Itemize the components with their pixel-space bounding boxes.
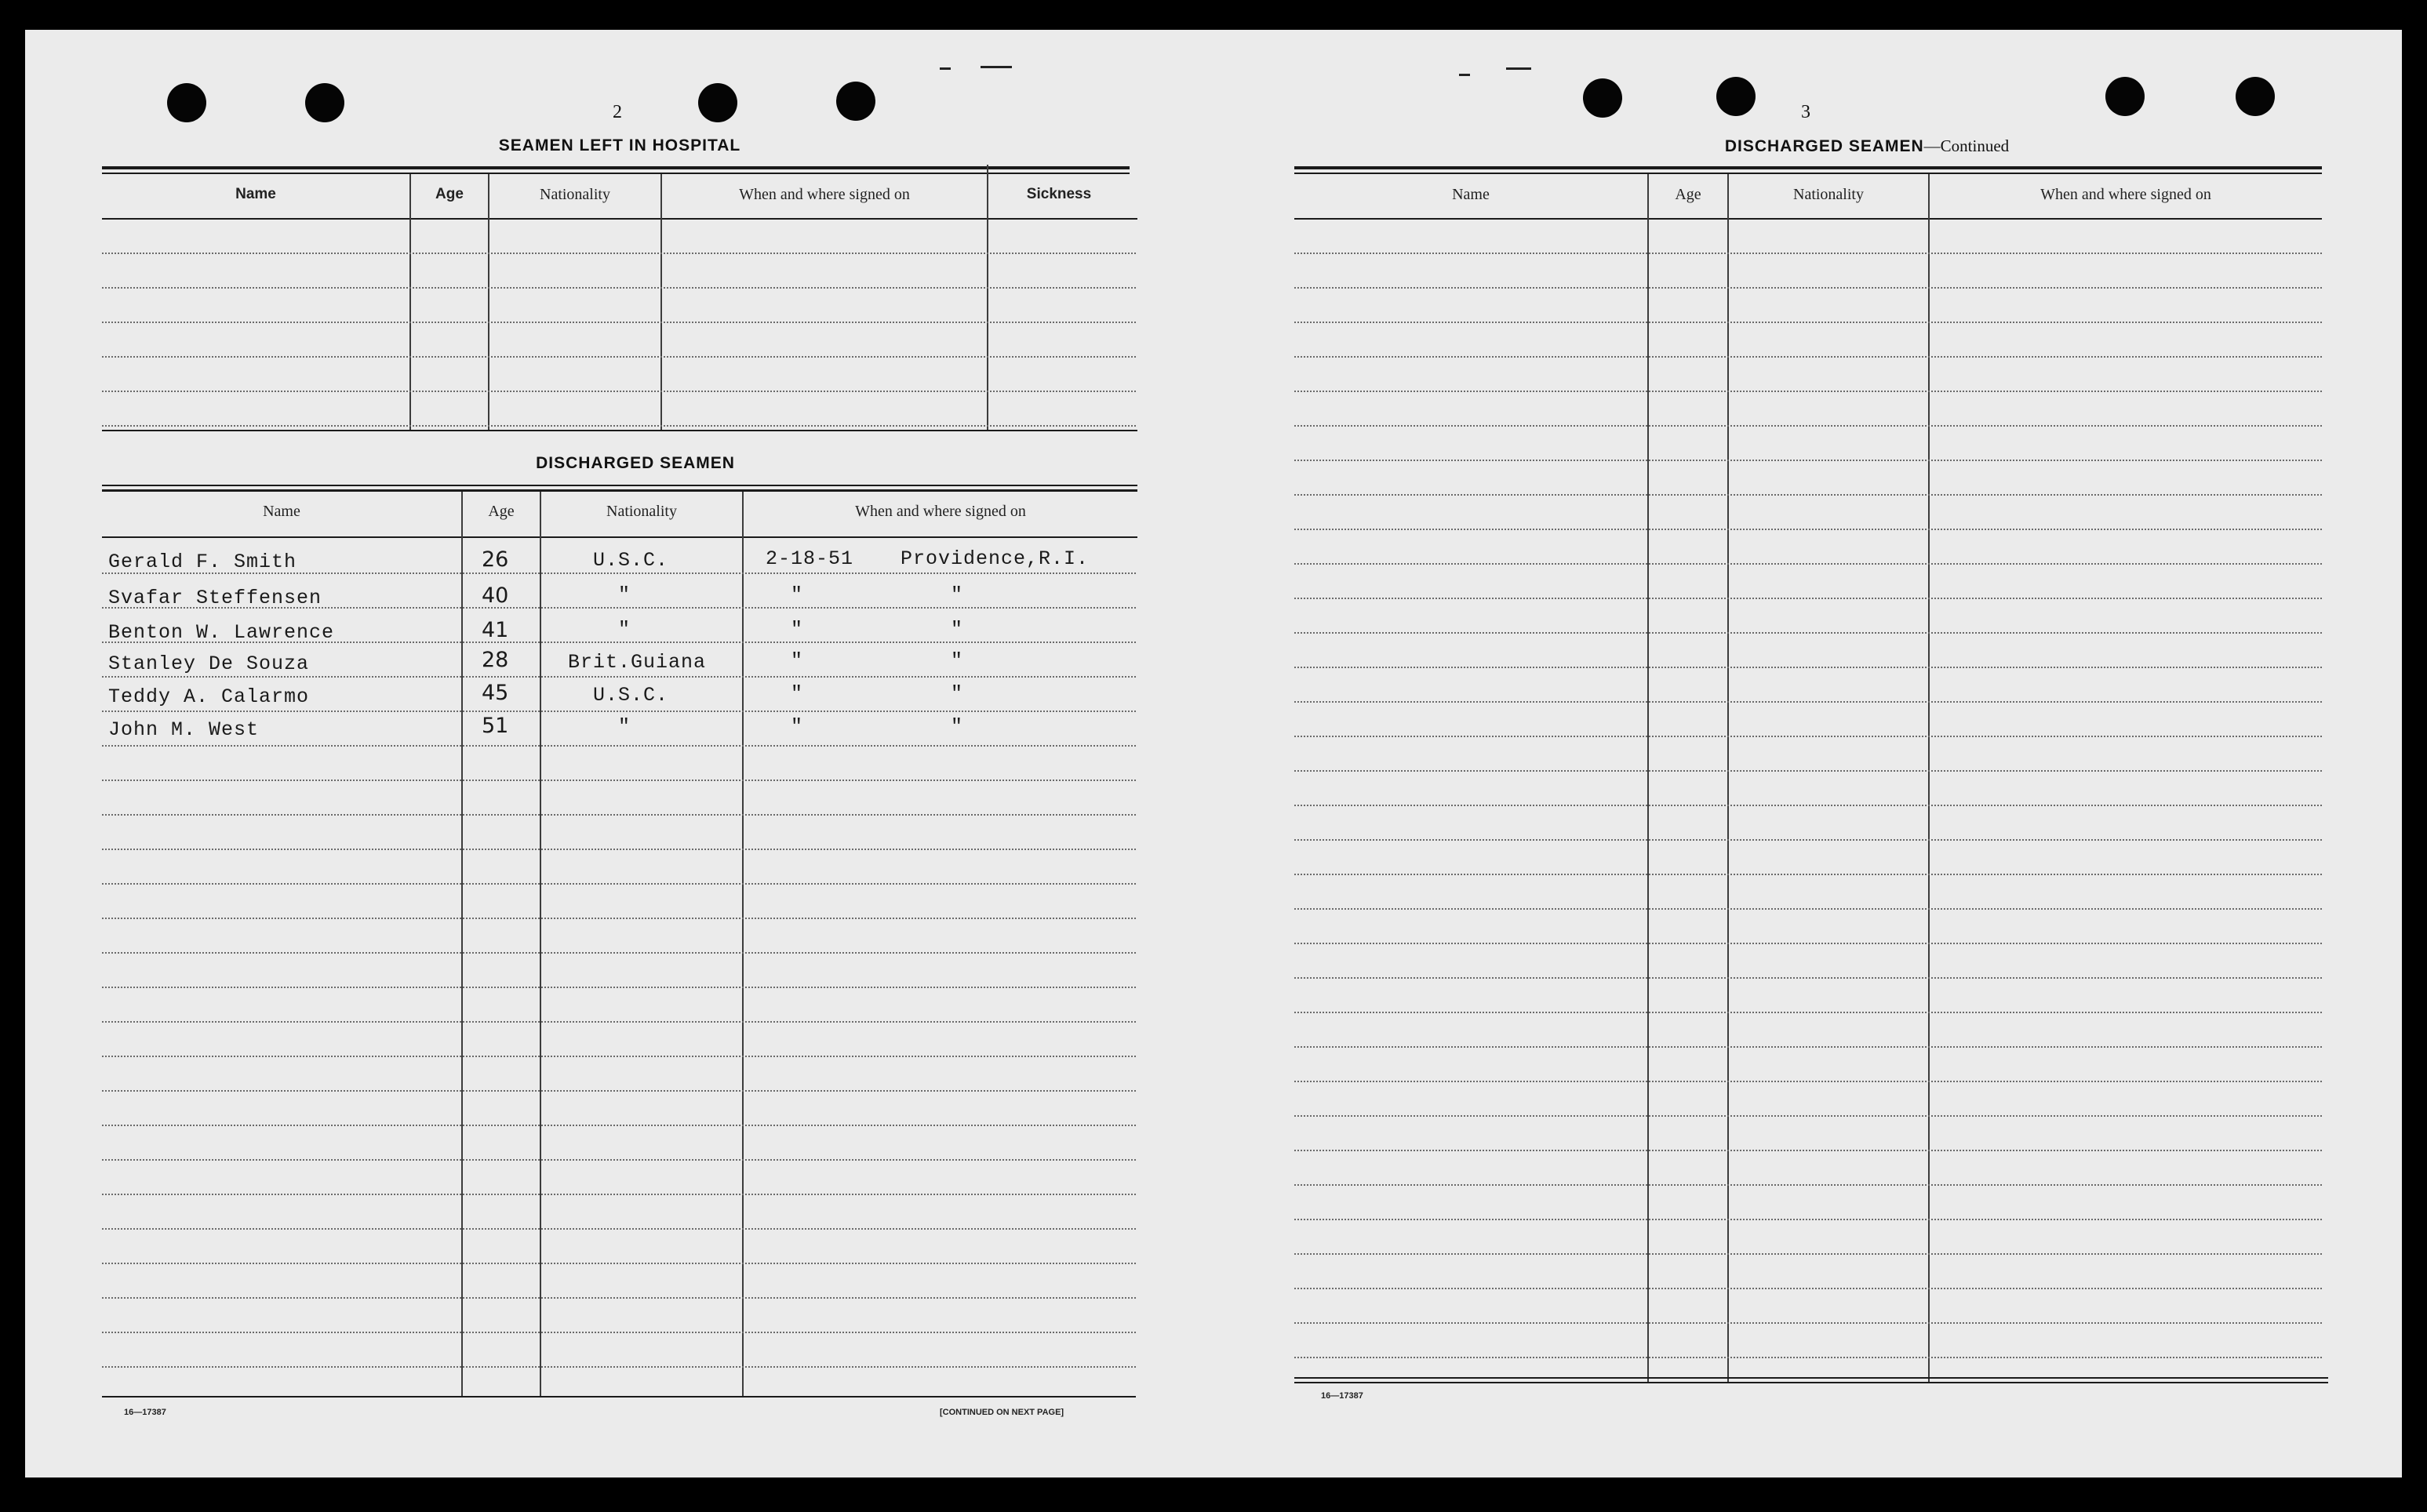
row-line	[1294, 1184, 2322, 1186]
row-line	[1294, 1219, 2322, 1220]
row-line	[102, 849, 1136, 850]
column-header-signed-on: When and where signed on	[2040, 186, 2211, 203]
seaman-age: 40	[482, 583, 509, 608]
scan-mark	[981, 66, 1012, 68]
row-line	[1294, 839, 2322, 841]
row-line	[102, 711, 1136, 712]
seaman-age: 26	[482, 547, 509, 572]
table-bottom-rule	[102, 430, 1137, 431]
table-top-rule	[102, 489, 1137, 492]
seaman-nationality: "	[618, 715, 631, 738]
row-line	[1294, 529, 2322, 530]
column-header-nationality: Nationality	[540, 186, 610, 203]
section-title-hospital: SEAMEN LEFT IN HOSPITAL	[498, 136, 741, 154]
table-top-rule	[102, 485, 1137, 486]
row-line	[1294, 770, 2322, 772]
row-line	[1294, 1288, 2322, 1289]
row-line	[102, 287, 1136, 289]
column-header-age: Age	[488, 503, 515, 520]
column-header-age: Age	[435, 186, 464, 202]
row-line	[102, 918, 1136, 919]
row-line	[1294, 1115, 2322, 1117]
scan-mark	[1506, 67, 1531, 70]
header-rule	[102, 218, 1137, 220]
page-number: 3	[1801, 102, 1810, 122]
row-line	[1294, 701, 2322, 703]
column-header-signed-on: When and where signed on	[855, 503, 1026, 520]
signed-on-place: "	[951, 583, 964, 606]
column-header-name: Name	[263, 503, 300, 520]
row-line	[1294, 460, 2322, 461]
row-line	[102, 1021, 1136, 1023]
seaman-name: Gerald F. Smith	[108, 551, 297, 573]
table-top-rule	[102, 173, 1130, 174]
row-line	[102, 745, 1136, 747]
punch-hole	[2105, 77, 2145, 116]
document-sheet	[25, 30, 2402, 1477]
section-title-discharged-continued	[1725, 136, 2009, 156]
column-divider	[461, 492, 463, 1397]
punch-hole	[1583, 78, 1622, 118]
row-line	[102, 1332, 1136, 1333]
row-line	[102, 253, 1136, 254]
section-title-suffix: —Continued	[1923, 136, 2010, 155]
table-top-rule	[1294, 173, 2322, 174]
row-line	[1294, 1253, 2322, 1255]
punch-hole	[836, 82, 875, 121]
punch-hole	[167, 83, 206, 122]
seaman-nationality: U.S.C.	[593, 684, 669, 707]
row-line	[102, 1056, 1136, 1057]
row-line	[102, 1366, 1136, 1368]
row-line	[1294, 1081, 2322, 1082]
seaman-nationality: "	[618, 583, 631, 606]
column-divider	[540, 492, 541, 1397]
signed-on-place: Providence,R.I.	[901, 547, 1090, 570]
row-line	[102, 1194, 1136, 1195]
row-line	[1294, 1046, 2322, 1048]
row-line	[102, 322, 1136, 323]
row-line	[1294, 632, 2322, 634]
table-bottom-rule	[102, 1396, 1136, 1398]
signed-on-date: "	[791, 649, 804, 672]
row-line	[1294, 874, 2322, 875]
seaman-name: Teddy A. Calarmo	[108, 685, 310, 708]
punch-hole	[698, 83, 737, 122]
column-header-age: Age	[1675, 186, 1701, 203]
signed-on-date: "	[791, 618, 804, 641]
section-title-discharged: DISCHARGED SEAMEN	[536, 454, 735, 472]
row-line	[1294, 322, 2322, 323]
scan-mark	[1459, 74, 1470, 76]
header-rule	[102, 536, 1137, 538]
signed-on-date: "	[791, 715, 804, 738]
row-line	[102, 356, 1136, 358]
row-line	[102, 780, 1136, 781]
row-line	[1294, 253, 2322, 254]
row-line	[1294, 356, 2322, 358]
seaman-age: 41	[482, 618, 509, 642]
seaman-nationality: "	[618, 618, 631, 641]
row-line	[1294, 977, 2322, 979]
punch-hole	[305, 83, 344, 122]
row-line	[102, 883, 1136, 885]
form-number: 16—17387	[124, 1408, 166, 1417]
seaman-name: John M. West	[108, 718, 260, 741]
seaman-nationality: Brit.Guiana	[568, 651, 707, 674]
row-line	[1294, 667, 2322, 668]
signed-on-place: "	[951, 649, 964, 672]
table-bottom-rule	[1294, 1382, 2328, 1383]
row-line	[1294, 425, 2322, 427]
seaman-age: 45	[482, 681, 509, 705]
table-top-rule	[1294, 166, 2322, 169]
column-header-signed-on: When and where signed on	[739, 186, 910, 203]
signed-on-date: "	[791, 583, 804, 606]
seaman-nationality: U.S.C.	[593, 549, 669, 572]
seaman-age: 51	[482, 714, 509, 738]
signed-on-date: 2-18-51	[766, 547, 854, 570]
row-line	[1294, 908, 2322, 910]
row-line	[102, 425, 1136, 427]
row-line	[1294, 736, 2322, 737]
column-header-nationality: Nationality	[1793, 186, 1864, 203]
signed-on-place: "	[951, 715, 964, 738]
row-line	[102, 952, 1136, 954]
row-line	[1294, 494, 2322, 496]
form-number: 16—17387	[1321, 1391, 1363, 1401]
punch-hole	[1716, 77, 1756, 116]
table-bottom-rule	[1294, 1377, 2328, 1379]
continued-note: [CONTINUED ON NEXT PAGE]	[940, 1408, 1064, 1417]
table-top-rule	[102, 166, 1130, 169]
section-title-text: DISCHARGED SEAMEN	[1724, 137, 1924, 155]
row-line	[1294, 287, 2322, 289]
row-line	[1294, 1357, 2322, 1358]
column-header-name: Name	[1452, 186, 1490, 203]
seaman-name: Benton W. Lawrence	[108, 621, 335, 644]
row-line	[102, 1228, 1136, 1230]
row-line	[1294, 805, 2322, 806]
row-line	[102, 1159, 1136, 1161]
signed-on-place: "	[951, 682, 964, 705]
seaman-age: 28	[482, 648, 509, 672]
row-line	[102, 814, 1136, 816]
seaman-name: Svafar Steffensen	[108, 587, 322, 609]
row-line	[1294, 943, 2322, 944]
row-line	[102, 391, 1136, 392]
row-line	[102, 987, 1136, 988]
row-line	[1294, 1150, 2322, 1151]
row-line	[1294, 563, 2322, 565]
column-header-nationality: Nationality	[606, 503, 677, 520]
row-line	[102, 1090, 1136, 1092]
column-header-sickness: Sickness	[1026, 186, 1092, 202]
row-line	[1294, 598, 2322, 599]
row-line	[1294, 391, 2322, 392]
page-number: 2	[613, 102, 622, 122]
row-line	[1294, 1012, 2322, 1013]
header-rule	[1294, 218, 2322, 220]
scan-mark	[940, 67, 951, 70]
row-line	[102, 1263, 1136, 1264]
signed-on-place: "	[951, 618, 964, 641]
row-line	[1294, 1322, 2322, 1324]
seaman-name: Stanley De Souza	[108, 652, 310, 675]
row-line	[102, 676, 1136, 678]
punch-hole	[2236, 77, 2275, 116]
column-header-name: Name	[235, 186, 276, 202]
signed-on-date: "	[791, 682, 804, 705]
row-line	[102, 1297, 1136, 1299]
column-divider	[742, 492, 744, 1397]
row-line	[102, 1125, 1136, 1126]
